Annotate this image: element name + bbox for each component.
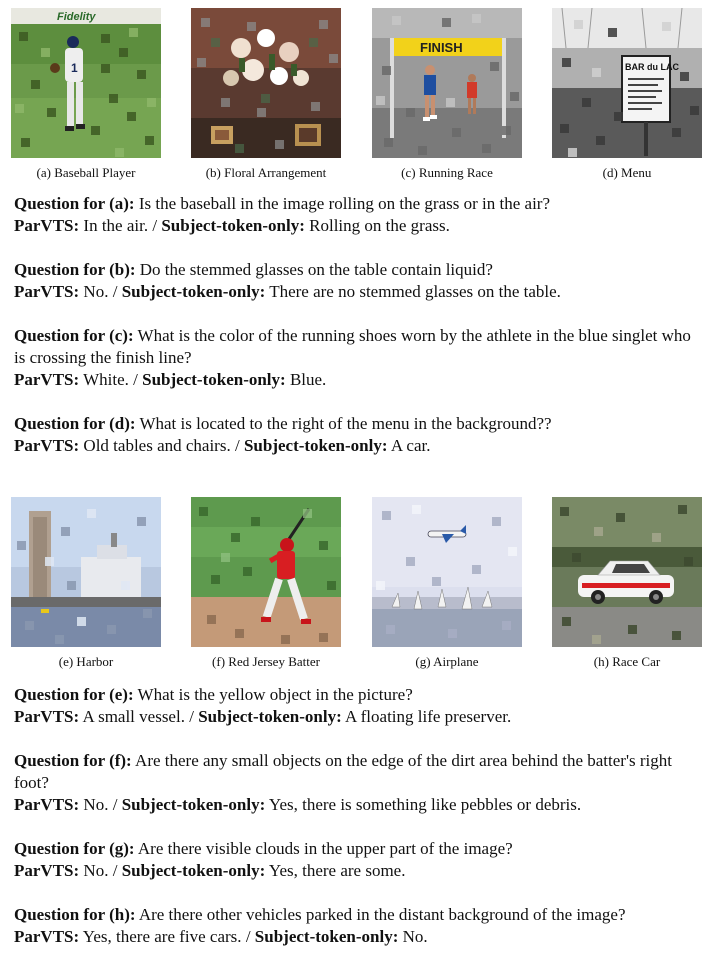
qa-item-e <box>14 684 704 728</box>
parvts-answer: No. <box>79 861 109 880</box>
subject-token-label: Subject-token-only: <box>121 795 266 814</box>
subject-token-answer: There are no stemmed glasses on the table. <box>265 282 561 301</box>
airplane-image <box>372 497 522 647</box>
subject-token-answer: No. <box>398 927 428 946</box>
running-race-image <box>372 8 522 158</box>
question-label: Question for (f): <box>14 751 132 770</box>
question-label: Question for (h): <box>14 905 136 924</box>
qa-item-f <box>14 750 704 816</box>
separator: / <box>108 282 122 301</box>
figure-e <box>11 497 161 669</box>
baseball-player-scene <box>11 8 161 158</box>
figure-b-caption: (b) Floral Arrangement <box>205 165 327 180</box>
qa-item-c <box>14 325 704 391</box>
question-text: What is the color of the running shoes worn by the athlete in the blue singlet who is crossing the finish line? <box>14 326 691 367</box>
parvts-answer: White. <box>79 370 129 389</box>
subject-token-answer: Yes, there is something like pebbles or debris. <box>265 795 582 814</box>
question-line <box>14 838 704 860</box>
figure-f <box>191 497 341 669</box>
figure-h <box>552 497 702 669</box>
separator: / <box>230 436 244 455</box>
parvts-answer: Yes, there are five cars. <box>79 927 242 946</box>
bottom-image-row <box>0 497 713 677</box>
figure-c-caption: (c) Running Race <box>401 165 493 180</box>
separator: / <box>108 861 122 880</box>
question-label: Question for (d): <box>14 414 136 433</box>
separator: / <box>148 216 162 235</box>
question-text: What is the yellow object in the picture? <box>133 685 413 704</box>
subject-token-label: Subject-token-only: <box>121 861 266 880</box>
menu-scene <box>552 8 702 158</box>
question-text: Are there any small objects on the edge of the dirt area behind the batter's right foot? <box>14 751 672 792</box>
figure-g <box>372 497 522 669</box>
separator: / <box>241 927 255 946</box>
separator: / <box>108 795 122 814</box>
airplane-scene <box>372 497 522 647</box>
race-car-scene <box>552 497 702 647</box>
figure-d <box>552 8 702 180</box>
question-line <box>14 750 704 794</box>
parvts-label: ParVTS: <box>14 927 80 946</box>
jersey-number-text: 1 <box>71 61 78 75</box>
baseball-player-image <box>11 8 161 158</box>
subject-token-label: Subject-token-only: <box>254 927 399 946</box>
answer-line <box>14 369 704 391</box>
answer-line <box>14 281 704 303</box>
menu-image <box>552 8 702 158</box>
floral-arrangement-scene <box>191 8 341 158</box>
parvts-label: ParVTS: <box>14 707 80 726</box>
parvts-answer: In the air. <box>79 216 149 235</box>
subject-token-answer: Yes, there are some. <box>265 861 406 880</box>
figure-d-caption: (d) Menu <box>602 165 652 180</box>
red-jersey-batter-image <box>191 497 341 647</box>
menu-sign-text: BAR du LAC <box>625 62 679 72</box>
qa-item-d <box>14 413 704 457</box>
parvts-answer: No. <box>79 795 109 814</box>
figure-f-caption: (f) Red Jersey Batter <box>212 654 320 669</box>
question-label: Question for (b): <box>14 260 136 279</box>
question-line <box>14 193 704 215</box>
answer-line <box>14 706 704 728</box>
question-text: Are there visible clouds in the upper part of the image? <box>134 839 513 858</box>
parvts-answer: No. <box>79 282 109 301</box>
parvts-label: ParVTS: <box>14 436 80 455</box>
parvts-answer: A small vessel. <box>79 707 185 726</box>
question-text: Are there other vehicles parked in the distant background of the image? <box>135 905 626 924</box>
qa-item-a <box>14 193 704 237</box>
qa-item-h <box>14 904 704 948</box>
qa-item-b <box>14 259 704 303</box>
subject-token-label: Subject-token-only: <box>142 370 286 389</box>
figure-b <box>191 8 341 180</box>
subject-token-label: Subject-token-only: <box>198 707 342 726</box>
answer-line <box>14 926 704 948</box>
question-line <box>14 684 704 706</box>
question-line <box>14 413 704 435</box>
separator: / <box>184 707 199 726</box>
figure-a-caption: (a) Baseball Player <box>36 165 136 180</box>
figure-h-caption: (h) Race Car <box>593 654 661 669</box>
subject-token-label: Subject-token-only: <box>121 282 266 301</box>
question-label: Question for (c): <box>14 326 134 345</box>
separator: / <box>128 370 143 389</box>
subject-token-answer: Rolling on the grass. <box>304 216 450 235</box>
subject-token-label: Subject-token-only: <box>243 436 388 455</box>
race-car-image <box>552 497 702 647</box>
harbor-image <box>11 497 161 647</box>
red-jersey-batter-scene <box>191 497 341 647</box>
bottom-qa-block <box>14 684 704 948</box>
parvts-answer: Old tables and chairs. <box>79 436 231 455</box>
top-qa-block <box>14 193 704 457</box>
subject-token-answer: A floating life preserver. <box>341 707 512 726</box>
answer-line <box>14 860 704 882</box>
finish-banner-text: FINISH <box>420 40 463 55</box>
figure-g-caption: (g) Airplane <box>415 654 479 669</box>
top-image-row <box>0 8 713 188</box>
question-line <box>14 904 704 926</box>
question-line <box>14 325 704 369</box>
floral-arrangement-image <box>191 8 341 158</box>
answer-line <box>14 215 704 237</box>
parvts-label: ParVTS: <box>14 370 80 389</box>
figure-c <box>372 8 522 180</box>
parvts-label: ParVTS: <box>14 795 80 814</box>
parvts-label: ParVTS: <box>14 216 80 235</box>
parvts-label: ParVTS: <box>14 861 80 880</box>
parvts-label: ParVTS: <box>14 282 80 301</box>
subject-token-label: Subject-token-only: <box>161 216 305 235</box>
figure-e-caption: (e) Harbor <box>58 654 114 669</box>
question-label: Question for (a): <box>14 194 135 213</box>
harbor-scene <box>11 497 161 647</box>
question-text: Do the stemmed glasses on the table contain liquid? <box>135 260 493 279</box>
fidelity-sign-text: Fidelity <box>57 11 96 23</box>
subject-token-answer: A car. <box>387 436 431 455</box>
question-label: Question for (g): <box>14 839 135 858</box>
figure-a <box>11 8 161 180</box>
answer-line <box>14 794 704 816</box>
question-text: Is the baseball in the image rolling on the grass or in the air? <box>134 194 550 213</box>
qa-item-g <box>14 838 704 882</box>
question-line <box>14 259 704 281</box>
answer-line <box>14 435 704 457</box>
question-label: Question for (e): <box>14 685 134 704</box>
subject-token-answer: Blue. <box>285 370 327 389</box>
running-race-scene <box>372 8 522 158</box>
question-text: What is located to the right of the menu in the background?? <box>135 414 552 433</box>
